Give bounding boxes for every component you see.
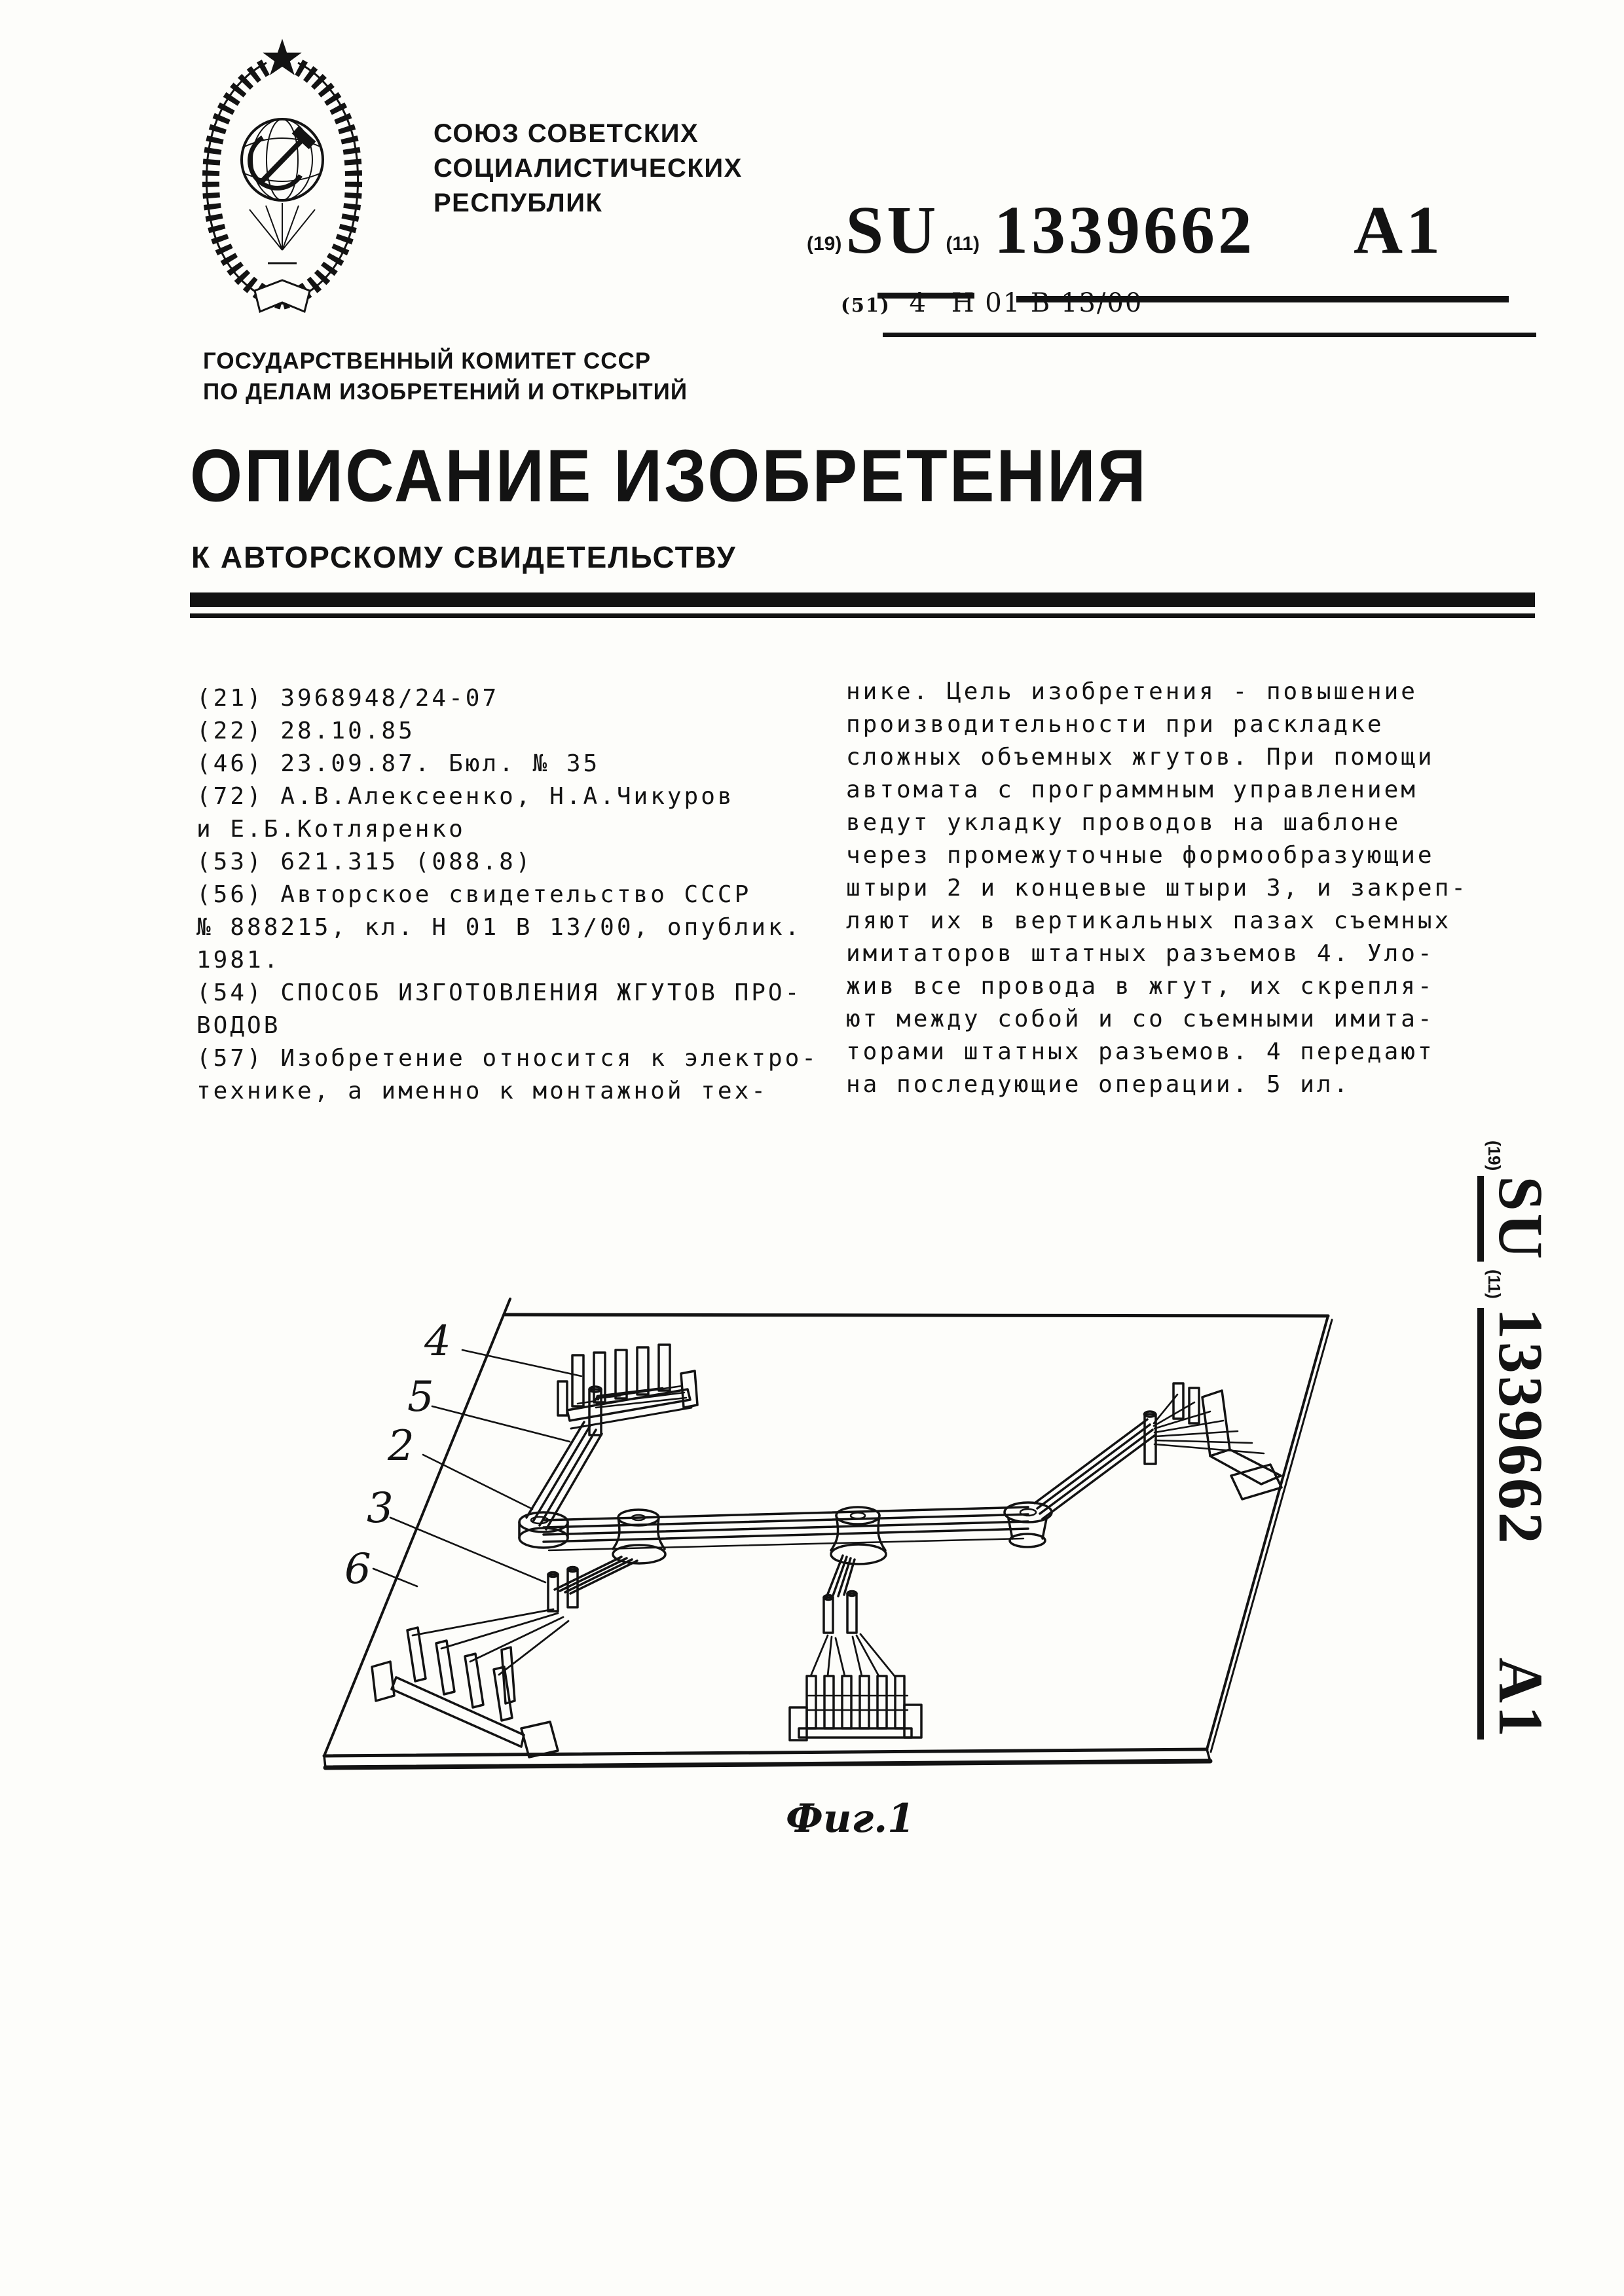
page-subtitle: К АВТОРСКОМУ СВИДЕТЕЛЬСТВУ [191,540,737,574]
left-column-text: (21) 3968948/24-07 (22) 28.10.85 (46) 23.09.87. Бюл. № 35 (72) А.В.Алексеенко, Н.А.Чикуров и Е.Б.Котляренко (53) 621.315 (088.8) (56) Авторское свидетельство СССР № 888215, кл. Н 01 В 13/00, опублик. 1981. (54) СПОСОБ ИЗГОТОВЛЕНИЯ ЖГУТОВ ПРО- ВОДОВ (57) Изобретение относится к электро- технике, а именно к монтажной тех- [196,685,819,1104]
country-name: СОЮЗ СОВЕТСКИХ СОЦИАЛИСТИЧЕСКИХ РЕСПУБЛИК [434,119,743,217]
connector-imitator-bottom-left [372,1628,558,1757]
figure-label-4: 4 [424,1317,451,1366]
kind-code: A1 [1354,192,1444,268]
figure-label-5: 5 [407,1373,434,1421]
sidebar-country-code: SU [1477,1176,1552,1262]
underline-ipc [883,333,1536,337]
right-column-text: нике. Цель изобретения - повышение производительности при раскладке сложных объемных жгутов. При помощи автомата с программным управлением ведут укладку проводов на шаблоне через промежуточные формообразующие штыри 2 и концевые штыри 3, и закреп- ляют их в вертикальных пазах съемных имитаторов штатных разъемов 4. Уло- жив все провода в жгут, их скрепля- ют между собой и со съемными имита- торами штатных разъемов. 4 передают на последующие операции. 5 ил. [846,678,1468,1098]
figure-label-2: 2 [388,1422,415,1470]
sidebar-kind-code: A1 [1486,1657,1556,1740]
divider-bar-thick [190,592,1535,607]
committee-name: ГОСУДАРСТВЕННЫЙ КОМИТЕТ СССР ПО ДЕЛАМ ИЗОБРЕТЕНИЙ И ОТКРЫТИЙ [203,348,688,405]
divider-bar-thin [190,613,1535,618]
page-title: ОПИСАНИЕ ИЗОБРЕТЕНИЯ [190,434,1148,517]
sidebar-code-11-label: (11) [1485,1269,1504,1299]
ipc-prefix: (51) [841,294,891,316]
figure-label-6: 6 [344,1545,371,1594]
figure-caption: Фиг.1 [786,1796,915,1842]
ussr-coat-of-arms-icon [187,34,378,317]
code-11-label: (11) [946,233,980,255]
wires-into-bottom-left [413,1609,568,1675]
forming-spool-pin-3 [831,1507,886,1564]
end-pins-bottom-center [824,1592,857,1633]
connector-imitator-bottom-center [790,1676,921,1740]
sidebar-doc-number: 1339662 [1486,1307,1556,1546]
doc-id-row [807,192,1444,268]
figure-1-drawing [262,1277,1441,1866]
branch-bundle-right [1035,1419,1155,1519]
sidebar-number-group [1477,1307,1556,1740]
sidebar-doc-id [1477,1140,1556,1802]
figure-label-3: 3 [367,1484,394,1533]
code-19-label: (19) [807,233,842,255]
wires-into-bottom-center [811,1634,895,1676]
figure-labels [344,1317,451,1594]
connector-imitator-top-left [558,1345,697,1429]
sidebar-code-19-label: (19) [1485,1140,1504,1171]
end-pin-top-left [589,1387,601,1435]
ipc-edition: 4 [909,288,927,318]
country-code: SU [845,192,940,268]
branch-bundle-top-left [526,1422,602,1529]
connector-imitator-right [1154,1383,1282,1499]
doc-number: 1339662 [994,192,1256,268]
ipc-row [841,288,1143,318]
ipc-class: Н 01 В 13/00 [951,288,1143,318]
